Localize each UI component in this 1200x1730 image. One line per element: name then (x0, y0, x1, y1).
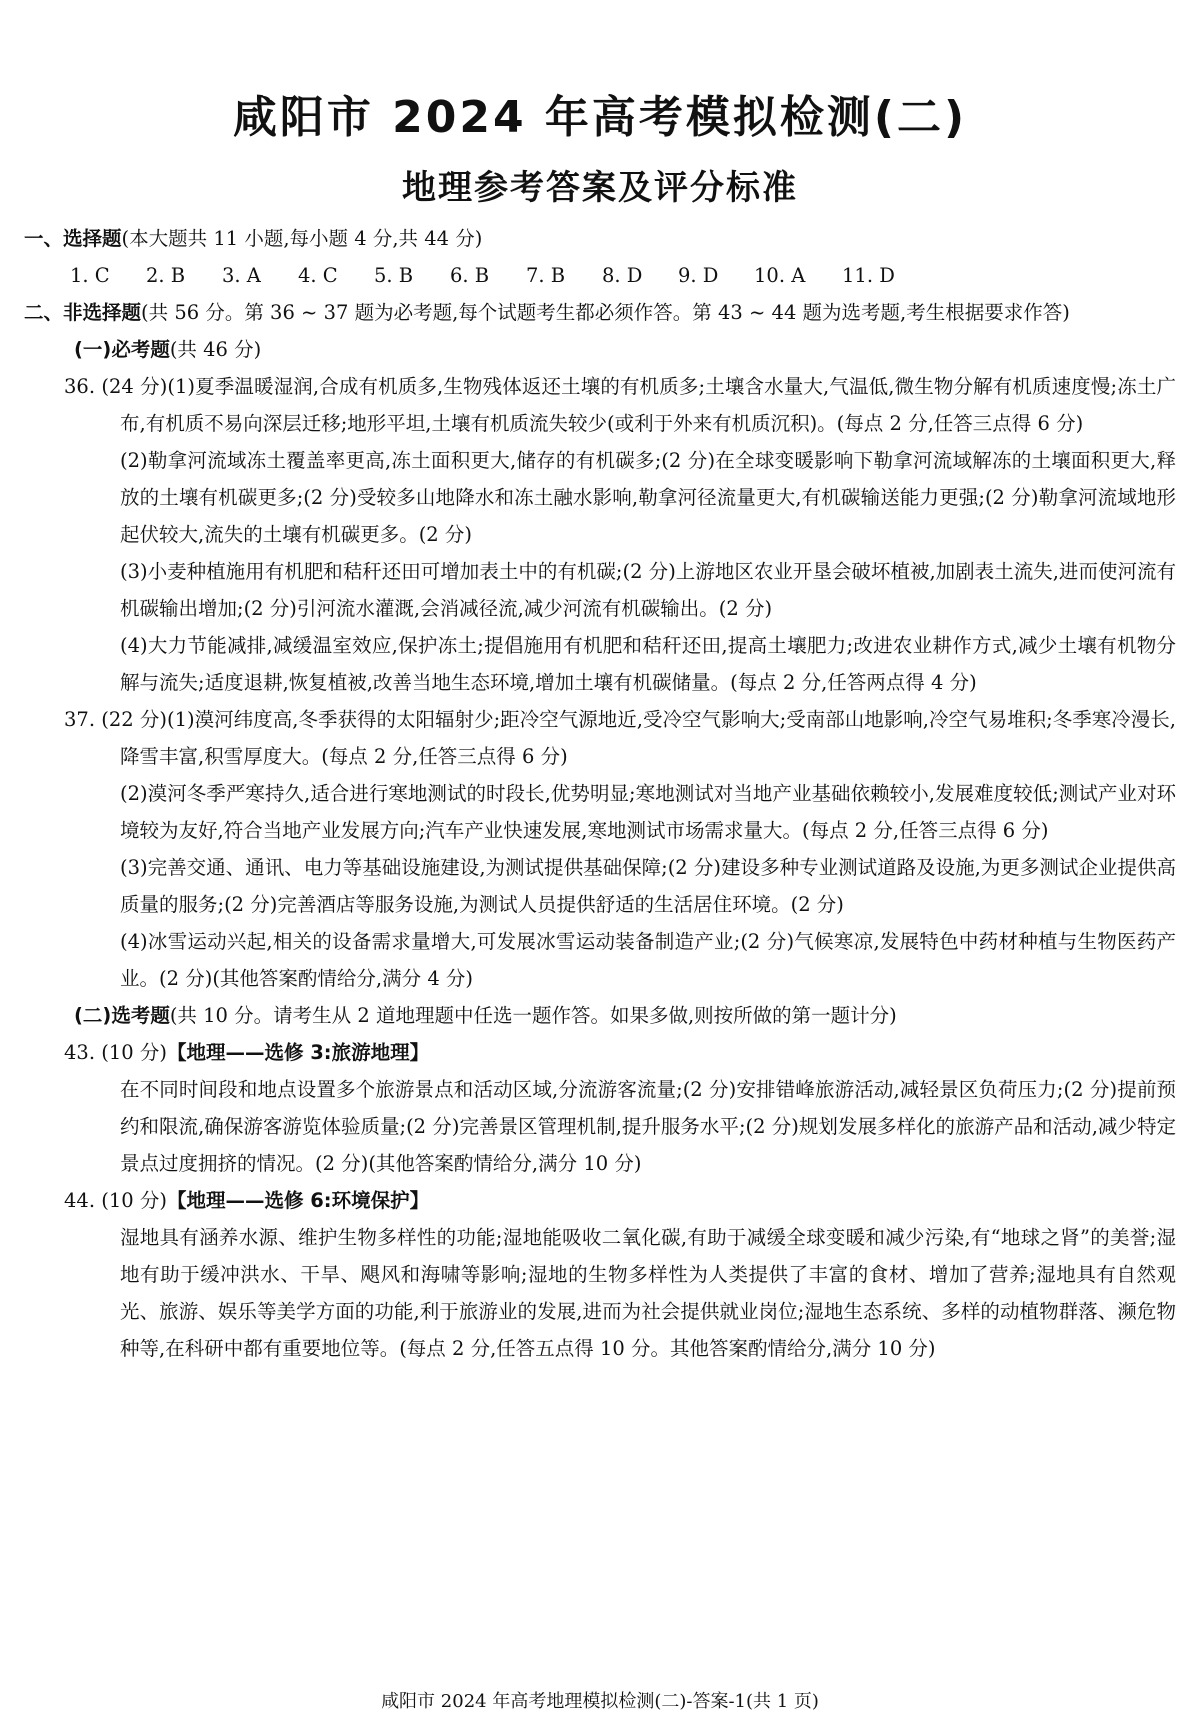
question-36-part-2: (2)勒拿河流域冻土覆盖率更高,冻土面积更大,储存的有机碳多;(2 分)在全球变暖影响下勒拿河流域解冻的土壤面积更大,释放的土壤有机碳更多;(2 分)受较多山地降水和冻土融水影响,勒拿河径流量更大,有机碳输送能力更强;(2 分)勒拿河流域地形起伏较大,流失的土壤有机碳更多。(2 分) (120, 449, 1176, 546)
question-36-lead: 36. (24 分) (64, 375, 168, 398)
choice-answer: 2. B (146, 264, 186, 287)
required-heading (24, 331, 1176, 368)
elective-heading (24, 997, 1176, 1034)
question-43-body: 在不同时间段和地点设置多个旅游景点和活动区域,分流游客流量;(2 分)安排错峰旅游活动,减轻景区负荷压力;(2 分)提前预约和限流,确保游客游览体验质量;(2 分)完善景区管理机制,提升服务水平;(2 分)规划发展多样化的旅游产品和活动,减少特定景点过度拥挤的情况。(2 分)(其他答案酌情给分,满分 10 分) (120, 1078, 1176, 1175)
question-43-tag: 【地理——选修 3:旅游地理】 (166, 1041, 430, 1064)
choice-answer: 6. B (450, 264, 490, 287)
question-37-part-4: (4)冰雪运动兴起,相关的设备需求量增大,可发展冰雪运动装备制造产业;(2 分)气候寒凉,发展特色中药材种植与生物医药产业。(2 分)(其他答案酌情给分,满分 4 分) (120, 930, 1176, 990)
choice-answer: 5. B (374, 264, 414, 287)
choice-answer: 11. D (842, 264, 895, 287)
question-44-body: 湿地具有涵养水源、维护生物多样性的功能;湿地能吸收二氧化碳,有助于减缓全球变暖和减少污染,有“地球之肾”的美誉;湿地有助于缓冲洪水、干旱、飓风和海啸等影响;湿地的生物多样性为人类提供了丰富的食材、增加了营养;湿地具有自然观光、旅游、娱乐等美学方面的功能,利于旅游业的发展,进而为社会提供就业岗位;湿地生态系统、多样的动植物群落、濒危物种等,在科研中都有重要地位等。(每点 2 分,任答五点得 10 分。其他答案酌情给分,满分 10 分) (120, 1226, 1176, 1360)
section-1-label: 一、选择题 (24, 227, 122, 250)
choice-answer: 10. A (754, 264, 806, 287)
question-44-lead: 44. (10 分) (64, 1189, 167, 1212)
section-2-heading (24, 294, 1176, 331)
question-36-part-3: (3)小麦种植施用有机肥和秸秆还田可增加表土中的有机碳;(2 分)上游地区农业开垦会破坏植被,加剧表土流失,进而使河流有机碳输出增加;(2 分)引河流水灌溉,会消减径流,减少河流有机碳输出。(2 分) (120, 560, 1176, 620)
section-1-heading (24, 220, 1176, 257)
choice-answer: 9. D (678, 264, 719, 287)
choice-answer: 3. A (222, 264, 261, 287)
question-44 (24, 1182, 1176, 1219)
choice-answer: 8. D (602, 264, 643, 287)
question-44-tag: 【地理——选修 6:环境保护】 (166, 1189, 430, 1212)
question-37 (24, 701, 1176, 775)
question-36-part-4: (4)大力节能减排,减缓温室效应,保护冻土;提倡施用有机肥和秸秆还田,提高土壤肥力;改进农业耕作方式,减少土壤有机物分解与流失;适度退耕,恢复植被,改善当地生态环境,增加土壤有机碳储量。(每点 2 分,任答两点得 4 分) (120, 634, 1176, 694)
question-36-part-1: (1)夏季温暖湿润,合成有机质多,生物残体返还土壤的有机质多;土壤含水量大,气温低,微生物分解有机质速度慢;冻土广布,有机质不易向深层迁移;地形平坦,土壤有机质流失较少(或利于外来有机质沉积)。(每点 2 分,任答三点得 6 分) (120, 375, 1177, 435)
question-36 (24, 368, 1176, 442)
page-footer: 咸阳市 2024 年高考地理模拟检测(二)-答案-1(共 1 页) (381, 1691, 819, 1712)
choice-answer: 4. C (298, 264, 338, 287)
choice-answer: 1. C (70, 264, 110, 287)
question-43-lead: 43. (10 分) (64, 1041, 167, 1064)
page-title: 咸阳市 2024 年高考模拟检测(二) (232, 92, 968, 143)
question-37-part-2: (2)漠河冬季严寒持久,适合进行寒地测试的时段长,优势明显;寒地测试对当地产业基础依赖较小,发展难度较低;测试产业对环境较为友好,符合当地产业发展方向;汽车产业快速发展,寒地测试市场需求量大。(每点 2 分,任答三点得 6 分) (120, 782, 1176, 842)
section-1-note: (本大题共 11 小题,每小题 4 分,共 44 分) (121, 227, 483, 250)
section-2-note: (共 56 分。第 36 ~ 37 题为必考题,每个试题考生都必须作答。第 43 ~ 44 题为选考题,考生根据要求作答) (141, 301, 1070, 324)
required-label: (一)必考题 (74, 338, 170, 361)
section-2-label: 二、非选择题 (24, 301, 142, 324)
elective-label: (二)选考题 (74, 1004, 170, 1027)
page-subtitle: 地理参考答案及评分标准 (402, 168, 798, 208)
question-37-lead: 37. (22 分) (64, 708, 167, 731)
question-37-part-1: (1)漠河纬度高,冬季获得的太阳辐射少;距冷空气源地近,受冷空气影响大;受南部山地影响,冷空气易堆积;冬季寒冷漫长,降雪丰富,积雪厚度大。(每点 2 分,任答三点得 6 分) (120, 708, 1177, 768)
elective-note: (共 10 分。请考生从 2 道地理题中任选一题作答。如果多做,则按所做的第一题计分) (169, 1004, 897, 1027)
question-37-part-3: (3)完善交通、通讯、电力等基础设施建设,为测试提供基础保障;(2 分)建设多种专业测试道路及设施,为更多测试企业提供高质量的服务;(2 分)完善酒店等服务设施,为测试人员提供舒适的生活居住环境。(2 分) (120, 856, 1176, 916)
question-43 (24, 1034, 1176, 1071)
required-note: (共 46 分) (169, 338, 262, 361)
choice-answer: 7. B (526, 264, 566, 287)
choice-answers-row (24, 257, 1176, 294)
